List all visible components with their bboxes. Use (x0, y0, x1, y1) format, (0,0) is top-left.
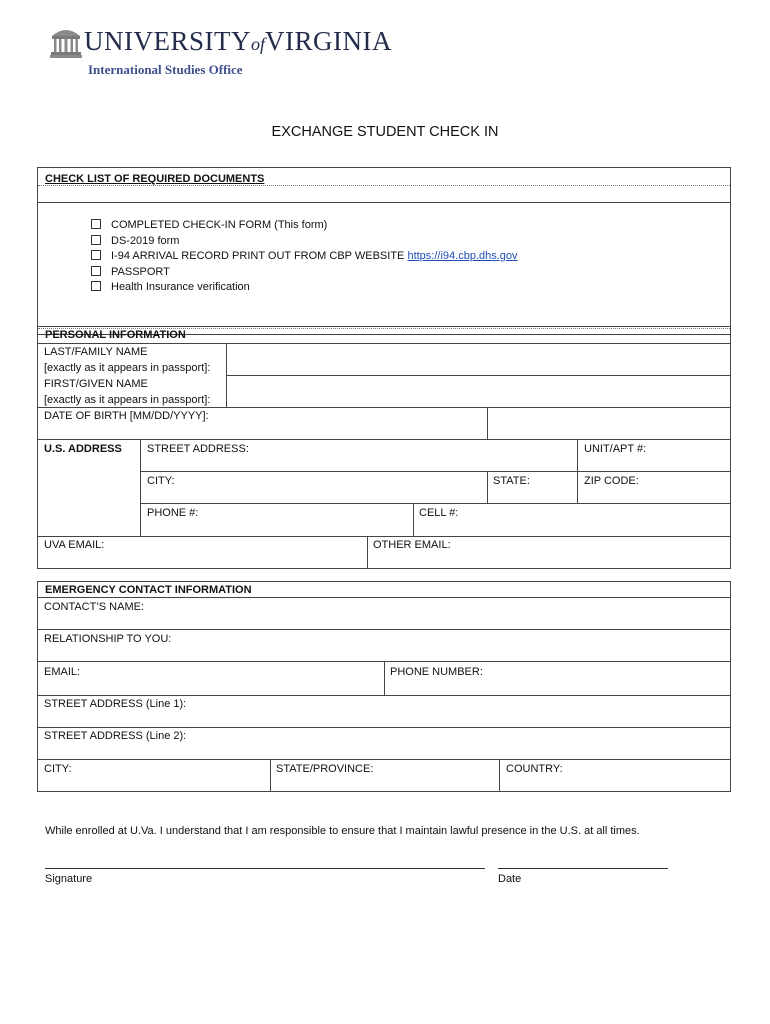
checkbox-icon[interactable] (91, 219, 101, 229)
last-name-label: LAST/FAMILY NAME [exactly as it appears in passport]: (44, 346, 211, 374)
checklist-item: PASSPORT (91, 265, 518, 281)
checkbox-icon[interactable] (91, 250, 101, 260)
phone-field[interactable]: PHONE #: (147, 507, 199, 519)
dob-field[interactable] (488, 408, 730, 439)
contact-name-field[interactable]: CONTACT’S NAME: (44, 601, 145, 613)
checklist-heading: CHECK LIST OF REQUIRED DOCUMENTS (45, 173, 265, 185)
page-title: EXCHANGE STUDENT CHECK IN (271, 124, 499, 140)
emergency-phone-field[interactable]: PHONE NUMBER: (390, 666, 483, 678)
relationship-field[interactable]: RELATIONSHIP TO YOU: (44, 633, 172, 645)
date-line[interactable] (498, 868, 668, 869)
date-label: Date (498, 873, 522, 885)
cbp-website-link[interactable]: https://i94.cbp.dhs.gov (407, 250, 518, 262)
checkbox-icon[interactable] (91, 235, 101, 245)
cell-field[interactable]: CELL #: (419, 507, 459, 519)
office-name: International Studies Office (88, 62, 243, 77)
personal-info-heading: PERSONAL INFORMATION (45, 329, 186, 341)
street-address-line2-field[interactable]: STREET ADDRESS (Line 2): (44, 730, 187, 742)
lawful-presence-statement: While enrolled at U.Va. I understand that I am responsible to ensure that I maintain lawful presence in the U.S. at all times. (45, 825, 640, 837)
street-address-field[interactable]: STREET ADDRESS: (147, 443, 249, 455)
emergency-city-field[interactable]: CITY: (44, 763, 72, 775)
city-field[interactable]: CITY: (147, 475, 175, 487)
checklist-item: I-94 ARRIVAL RECORD PRINT OUT FROM CBP WEBSITE https://i94.cbp.dhs.gov (91, 249, 518, 265)
checklist-item: Health Insurance verification (91, 280, 518, 296)
zip-code-field[interactable]: ZIP CODE: (584, 475, 639, 487)
street-address-line1-field[interactable]: STREET ADDRESS (Line 1): (44, 698, 187, 710)
unit-apt-field[interactable]: UNIT/APT #: (584, 443, 647, 455)
dob-label: DATE OF BIRTH [MM/DD/YYYY]: (44, 410, 209, 422)
checkbox-icon[interactable] (91, 266, 101, 276)
emergency-email-field[interactable]: EMAIL: (44, 666, 81, 678)
state-field[interactable]: STATE: (493, 475, 530, 487)
checklist-item: COMPLETED CHECK-IN FORM (This form) (91, 218, 518, 234)
checklist-item: DS-2019 form (91, 234, 518, 250)
other-email-field[interactable]: OTHER EMAIL: (373, 539, 451, 551)
signature-label: Signature (45, 873, 93, 885)
emergency-contact-heading: EMERGENCY CONTACT INFORMATION (45, 584, 252, 596)
rotunda-seal-icon (50, 22, 82, 58)
university-logo-text: UNIVERSITYofVIRGINIA (84, 26, 392, 56)
checkbox-icon[interactable] (91, 281, 101, 291)
emergency-country-field[interactable]: COUNTRY: (506, 763, 563, 775)
last-name-field[interactable] (227, 344, 730, 375)
first-name-label: FIRST/GIVEN NAME [exactly as it appears in passport]: (44, 378, 211, 406)
us-address-label: U.S. ADDRESS (44, 443, 122, 455)
first-name-field[interactable] (227, 376, 730, 407)
emergency-state-field[interactable]: STATE/PROVINCE: (276, 763, 374, 775)
uva-email-field[interactable]: UVA EMAIL: (44, 539, 105, 551)
signature-line[interactable] (45, 868, 485, 869)
checklist (91, 218, 518, 296)
